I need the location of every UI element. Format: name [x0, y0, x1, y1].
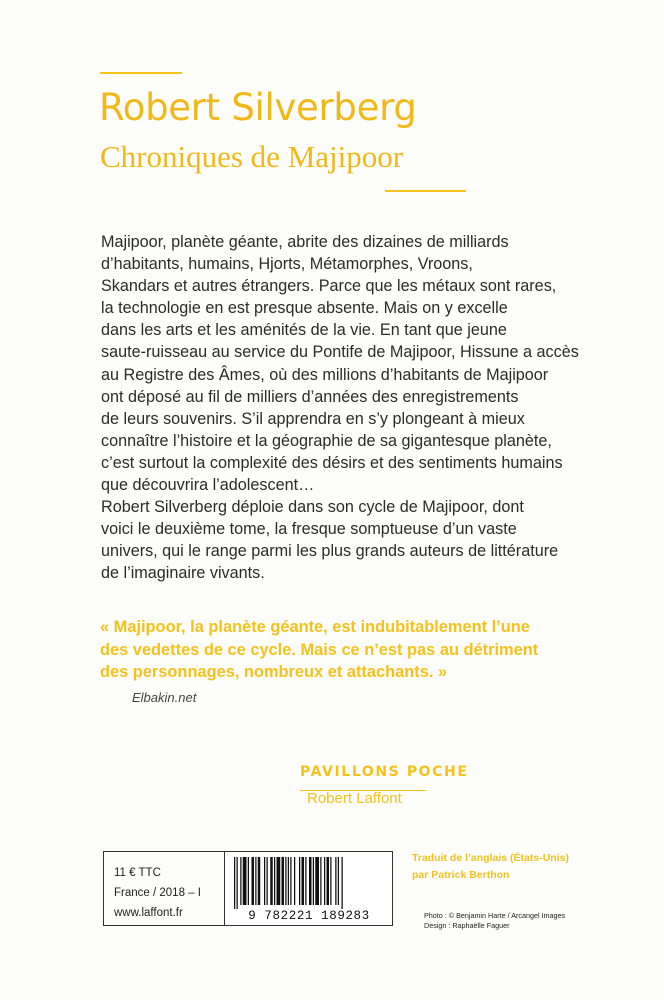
barcode-bar	[274, 857, 275, 905]
barcode-bar	[258, 857, 261, 905]
series-title: Chroniques de Majipoor	[100, 139, 404, 174]
barcode-bar	[335, 857, 336, 905]
blurb-line: de leurs souvenirs. S’il apprendra en s’y plongeant à mieux	[101, 409, 525, 428]
barcode-bar	[267, 857, 268, 905]
barcode-bar	[327, 857, 330, 905]
quote-line: des vedettes de ce cycle. Mais ce n’est pas au détriment	[100, 640, 539, 659]
quote-line: des personnages, nombreux et attachants. »	[100, 663, 448, 681]
translator: par Patrick Berthon	[412, 869, 510, 881]
barcode-bar	[342, 857, 343, 909]
barcode-bars	[234, 857, 343, 909]
barcode-bar	[294, 857, 295, 905]
publisher-name: Robert Laffont	[307, 790, 402, 807]
blurb-line: Skandars et autres étrangers. Parce que les métaux sont rares,	[101, 277, 557, 296]
barcode-bar	[288, 857, 289, 905]
edition-info: France / 2018 – I	[114, 887, 201, 899]
blurb-line: de l’imaginaire vivants.	[101, 564, 265, 583]
author-name: Robert Silverberg	[99, 86, 417, 129]
quote-line: « Majipoor, la planète géante, est indubitablement l’une	[100, 618, 530, 636]
blurb-text	[101, 231, 641, 585]
blurb-line: Majipoor, planète géante, abrite des dizaines de milliards	[101, 233, 509, 251]
barcode-bar	[243, 857, 247, 905]
blurb-line: d’habitants, humains, Hjorts, Métamorphes, Vroons,	[101, 255, 473, 274]
barcode-bar	[338, 857, 339, 905]
barcode-bar	[237, 857, 238, 909]
barcode-box	[225, 851, 393, 926]
barcode-bar	[315, 857, 319, 905]
blurb-line: au Registre des Âmes, où des millions d’habitants de Majipoor	[101, 365, 549, 384]
collection-name: PAVILLONS POCHE	[300, 764, 469, 780]
blurb-line: Robert Silverberg déploie dans son cycle de Majipoor, dont	[101, 498, 524, 517]
barcode-bar	[305, 857, 306, 905]
barcode-bar	[285, 857, 286, 905]
barcode-bar	[309, 857, 312, 905]
quote-source: Elbakin.net	[132, 690, 197, 705]
price-info-box	[103, 851, 225, 926]
top-accent-rule	[100, 72, 182, 74]
barcode-bar	[264, 857, 265, 905]
blurb-line: univers, qui le range parmi les plus grands auteurs de littérature	[101, 542, 559, 561]
blurb-line: la technologie en est presque absente. Mais on y excelle	[101, 299, 508, 318]
barcode-bar	[255, 857, 256, 905]
barcode-bar	[252, 857, 255, 905]
blurb-line: connaître l’histoire et la géographie de sa gigantesque planète,	[101, 431, 552, 450]
isbn-barcode	[225, 852, 392, 925]
barcode-bar	[302, 857, 305, 905]
blurb-line: dans les arts et les aménités de la vie. En tant que jeune	[101, 321, 507, 340]
photo-credit: Photo : © Benjamin Harte / Arcangel Images	[424, 911, 566, 920]
barcode-bar	[324, 857, 325, 905]
blurb-line: c’est surtout la complexité des désirs et des sentiments humains	[101, 453, 563, 472]
blurb-line: saute-ruisseau au service du Pontife de Majipoor, Hissune a accès	[101, 343, 579, 362]
image-credits	[424, 911, 565, 931]
translation-credit	[412, 850, 569, 884]
press-quote	[100, 616, 640, 684]
price: 11 € TTC	[114, 867, 161, 879]
barcode-digits: 9 782221 189283	[248, 909, 370, 923]
design-credit: Design : Raphaëlle Faguer	[424, 921, 510, 930]
barcode-bar	[320, 857, 321, 905]
barcode-bar	[270, 857, 273, 905]
barcode-bar	[313, 857, 314, 905]
blurb-line: que découvrira l’adolescent…	[101, 476, 315, 495]
barcode-bar	[277, 857, 281, 905]
barcode-bar	[299, 857, 300, 905]
blurb-line: ont déposé au fil de milliers d’années des enregistrements	[101, 387, 519, 406]
translation-source: Traduit de l’anglais (États-Unis)	[412, 852, 569, 864]
barcode-bar	[234, 857, 235, 909]
barcode-bar	[248, 857, 249, 905]
barcode-bar	[290, 857, 291, 905]
blurb-line: voici le deuxième tome, la fresque somptueuse d’un vaste	[101, 520, 517, 539]
title-accent-rule	[385, 190, 466, 192]
barcode-bar	[330, 857, 331, 905]
barcode-bar	[240, 857, 241, 905]
barcode-bar	[282, 857, 285, 905]
publisher-website: www.laffont.fr	[114, 907, 183, 919]
